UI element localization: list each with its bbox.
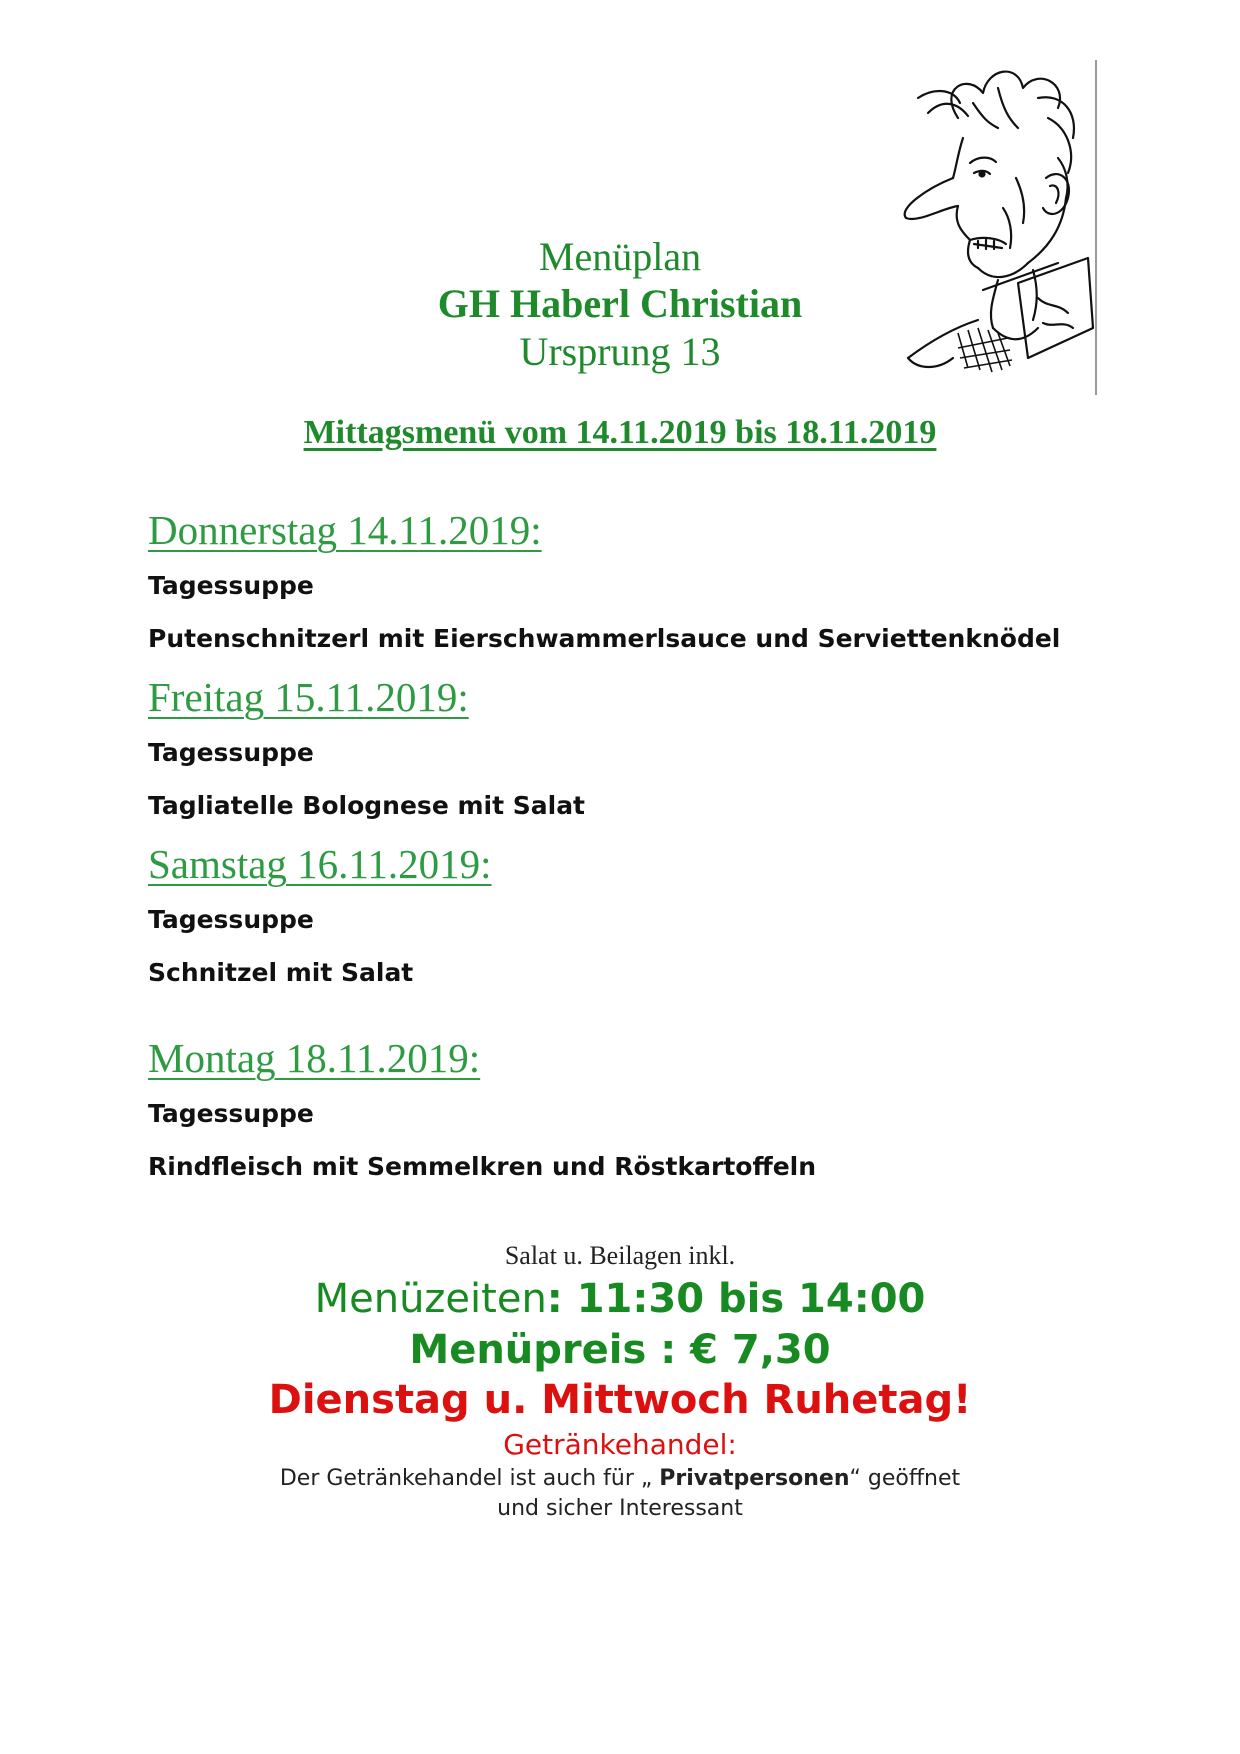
day-soup-thursday: Tagessuppe	[148, 571, 314, 600]
day-heading-monday: Montag 18.11.2019:	[148, 1035, 481, 1081]
drinks-note-after: “ geöffnet	[849, 1466, 961, 1491]
drinks-note-bold: Privatpersonen	[659, 1466, 850, 1491]
day-main-friday: Tagliatelle Bolognese mit Salat	[148, 791, 586, 820]
menu-times-value: : 11:30 bis 14:00	[546, 1276, 926, 1322]
menu-title: Menüplan	[538, 234, 702, 279]
drinks-trade-note	[0, 1466, 1240, 1491]
rest-days-notice: Dienstag u. Mittwoch Ruhetag!	[268, 1377, 972, 1423]
menu-times-label: Menüzeiten	[314, 1276, 547, 1322]
menu-date-range: Mittagsmenü vom 14.11.2019 bis 18.11.2019	[303, 414, 937, 451]
day-soup-friday: Tagessuppe	[148, 738, 314, 767]
day-heading-saturday: Samstag 16.11.2019:	[148, 841, 492, 887]
drinks-trade-title: Getränkehandel:	[503, 1428, 737, 1461]
restaurant-address: Ursprung 13	[519, 329, 721, 374]
drinks-note-before: Der Getränkehandel ist auch für „	[279, 1466, 660, 1491]
day-heading-friday: Freitag 15.11.2019:	[148, 674, 469, 720]
day-main-saturday: Schnitzel mit Salat	[148, 958, 414, 987]
day-soup-monday: Tagessuppe	[148, 1099, 314, 1128]
restaurant-name: GH Haberl Christian	[437, 281, 803, 326]
menu-times	[0, 1276, 1240, 1322]
day-main-thursday: Putenschnitzerl mit Eierschwammerlsauce und Serviettenknödel	[148, 624, 1061, 653]
menu-price: Menüpreis : € 7,30	[409, 1327, 831, 1373]
day-soup-saturday: Tagessuppe	[148, 905, 314, 934]
drinks-trade-note-line2: und sicher Interessant	[497, 1496, 743, 1521]
day-heading-thursday: Donnerstag 14.11.2019:	[148, 507, 542, 553]
sides-included-note: Salat u. Beilagen inkl.	[504, 1241, 736, 1270]
day-main-monday: Rindfleisch mit Semmelkren und Röstkartoffeln	[148, 1152, 817, 1181]
